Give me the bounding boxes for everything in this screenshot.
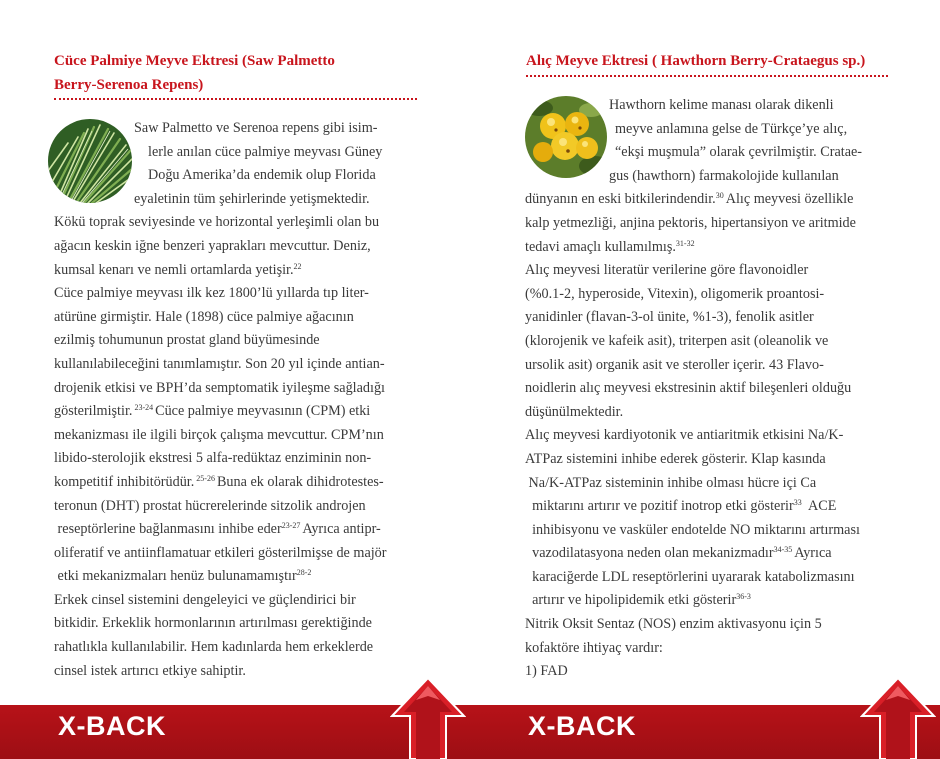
text-line xyxy=(54,471,417,495)
line-text: tedavi amaçlı kullamılmış. xyxy=(525,238,676,255)
line-text: (klorojenik ve kafeik asit), triterpen asit (oleanolik ve xyxy=(525,332,829,349)
text-line xyxy=(54,400,417,424)
citation-superscript: 25-26 xyxy=(194,473,217,483)
line-text: Erkek cinsel sistemini dengeleyici ve güçlendirici bir xyxy=(54,591,356,608)
line-text: ursolik asit) organik asit ve steroller içerir. 43 Flavo- xyxy=(525,356,824,373)
line-text: ağacın keskin iğne benzeri yaprakları mevcuttur. Deniz, xyxy=(54,237,371,254)
line-text: Hawthorn kelime manası olarak dikenli xyxy=(609,97,834,113)
line-text-continued: Alıç meyvesi özellikle xyxy=(725,191,854,208)
text-line xyxy=(525,424,891,448)
right-body-text xyxy=(525,94,891,684)
line-text: 1) FAD xyxy=(525,663,568,680)
line-text: libido-sterolojik ekstresi 5 alfa-redüktaz enziminin non- xyxy=(54,450,372,467)
left-body-text xyxy=(54,117,417,683)
text-line xyxy=(54,589,417,613)
text-line xyxy=(525,212,891,236)
line-text: (%0.1-2, hyperoside, Vitexin), oligomerik proantosi- xyxy=(525,285,825,302)
text-line xyxy=(525,306,891,330)
line-text: oliferatif ve antiinflamatuar etkileri gösterilmişse de majör xyxy=(54,544,387,561)
text-line xyxy=(54,117,417,141)
text-line xyxy=(525,330,891,354)
citation-superscript: 30 xyxy=(715,191,726,201)
text-line xyxy=(54,495,417,519)
left-title-line-2: Berry-Serenoa Repens) xyxy=(54,77,204,93)
text-line xyxy=(54,660,417,684)
line-text: cinsel istek artırıcı etkiye sahiptir. xyxy=(54,662,246,679)
text-line xyxy=(525,613,891,637)
line-text: teronun (DHT) prostat hücrerelerinde sitzolik androjen xyxy=(54,497,366,514)
text-line xyxy=(54,306,417,330)
line-text-continued: ACE xyxy=(801,498,837,515)
line-text: ATPaz sistemini inhibe ederek gösterir. Klap kasında xyxy=(525,450,826,467)
right-page xyxy=(470,0,940,759)
text-line xyxy=(525,637,891,661)
line-text: Doğu Amerika’da endemik olup Florida xyxy=(148,167,376,184)
brand-logo: X-BACK xyxy=(58,711,166,741)
text-line xyxy=(525,94,891,118)
text-line xyxy=(54,377,417,401)
text-line xyxy=(525,283,891,307)
text-line xyxy=(54,282,417,306)
line-text: Nitrik Oksit Sentaz (NOS) enzim aktivasyonu için 5 xyxy=(525,616,822,633)
citation-superscript: 31-32 xyxy=(675,238,695,248)
line-text: yanidinler (flavan-3-ol ünite, %1-3), fenolik asitler xyxy=(525,309,814,326)
citation-superscript: 23-27 xyxy=(281,521,303,531)
citation-superscript: 23-24 xyxy=(132,403,156,413)
line-text: noidlerin alıç meyvesi ekstresinin aktif bileşenleri olduğu xyxy=(525,380,852,397)
text-line xyxy=(54,542,417,566)
line-text: ezilmiş tohumunun prostat gland büyümesinde xyxy=(54,332,320,349)
citation-superscript: 36-3 xyxy=(736,592,751,602)
up-arrow-icon[interactable] xyxy=(390,676,466,759)
text-line xyxy=(525,401,891,425)
text-line xyxy=(54,188,417,212)
line-text: meyve anlamına gelse de Türkçe’ye alıç, xyxy=(615,120,848,137)
line-text: karaciğerde LDL reseptörlerini uyararak katabolizmasını xyxy=(525,568,855,585)
text-line xyxy=(54,329,417,353)
left-title-line-1: Cüce Palmiye Meyve Ektresi (Saw Palmetto xyxy=(54,53,335,69)
title-divider xyxy=(54,98,417,100)
line-text: drojenik etkisi ve BPH’da semptomatik iyileşme sağladığı xyxy=(54,379,385,396)
text-line xyxy=(54,424,417,448)
line-text: reseptörlerine bağlanmasını inhibe eder xyxy=(54,521,282,538)
text-line xyxy=(525,448,891,472)
text-line xyxy=(54,259,417,283)
line-text-continued: Ayrıca antipr- xyxy=(302,521,381,538)
line-text: “ekşi muşmula” olarak çevrilmiştir. Cratae- xyxy=(615,144,863,161)
line-text: Alıç meyvesi kardiyotonik ve antiaritmik etkisini Na/K- xyxy=(525,427,844,444)
text-line xyxy=(525,589,891,613)
right-page-title: Alıç Meyve Ektresi ( Hawthorn Berry-Crataegus sp.) xyxy=(526,53,866,69)
line-text: lerle anılan cüce palmiye meyvası Güney xyxy=(148,143,383,160)
text-line xyxy=(54,141,417,165)
line-text: gus (hawthorn) farmakolojide kullanılan xyxy=(609,167,839,184)
line-text: kumsal kenarı ve nemli ortamlarda yetişir. xyxy=(54,261,294,278)
text-line xyxy=(525,188,891,212)
line-text: eyaletinin tüm şehirlerinde yetişmektedir. xyxy=(134,190,370,207)
line-text: Alıç meyvesi literatür verilerine göre flavonoidler xyxy=(525,262,809,279)
text-line xyxy=(525,236,891,260)
line-text: gösterilmiştir. xyxy=(54,403,133,420)
text-line xyxy=(54,518,417,542)
line-text: dünyanın en eski bitkilerindendir. xyxy=(525,191,716,208)
line-text: kullanılabileceğini tanımlamıştır. Son 20 yıl içinde antian- xyxy=(54,355,385,372)
text-line xyxy=(54,353,417,377)
text-line xyxy=(54,565,417,589)
text-line xyxy=(54,612,417,636)
text-line xyxy=(54,636,417,660)
text-line xyxy=(54,164,417,188)
text-line xyxy=(525,354,891,378)
up-arrow-icon[interactable] xyxy=(860,676,936,759)
line-text: atürüne girmiştir. Hale (1898) cüce palmiye ağacının xyxy=(54,308,354,325)
line-text: Cüce palmiye meyvası ilk kez 1800’lü yıllarda tıp liter- xyxy=(54,285,369,302)
line-text: artırır ve hipolipidemik etki gösterir xyxy=(525,592,737,609)
line-text: etki mekanizmaları henüz bulunamamıştır xyxy=(54,568,297,585)
title-divider xyxy=(526,75,888,77)
text-line xyxy=(525,495,891,519)
text-line xyxy=(525,259,891,283)
line-text: kalp yetmezliği, anjina pektoris, hipertansiyon ve aritmide xyxy=(525,214,856,231)
line-text: mekanizması ile ilgili birçok çalışma mevcuttur. CPM’nın xyxy=(54,426,384,443)
line-text: kofaktöre ihtiyaç vardır: xyxy=(525,639,663,656)
text-line xyxy=(525,118,891,142)
line-text: bitkidir. Erkeklik hormonlarının artırılması gerektiğinde xyxy=(54,615,372,632)
text-line xyxy=(525,566,891,590)
line-text: kompetitif inhibitörüdür. xyxy=(54,473,195,490)
text-line xyxy=(54,235,417,259)
text-line xyxy=(525,377,891,401)
text-line xyxy=(525,660,891,684)
citation-superscript: 33 xyxy=(793,498,802,508)
text-line xyxy=(54,211,417,235)
citation-superscript: 22 xyxy=(293,261,302,271)
line-text: düşünülmektedir. xyxy=(525,403,624,420)
line-text: rahatlıkla kullanılabilir. Hem kadınlarda hem erkeklerde xyxy=(54,639,374,656)
line-text-continued: Buna ek olarak dihidrotestes- xyxy=(216,473,384,490)
citation-superscript: 28-2 xyxy=(296,568,312,578)
line-text: Saw Palmetto ve Serenoa repens gibi isim- xyxy=(134,120,378,136)
line-text: Na/K-ATPaz sisteminin inhibe olması hücre içi Ca xyxy=(525,474,817,491)
left-page-title xyxy=(54,49,384,97)
text-line xyxy=(54,447,417,471)
line-text: miktarını artırır ve pozitif inotrop etki gösterir xyxy=(525,498,794,515)
brand-logo: X-BACK xyxy=(528,711,636,741)
text-line xyxy=(525,472,891,496)
line-text: inhibisyonu ve vasküler endotelde NO miktarını artırması xyxy=(525,521,860,538)
line-text-continued: Ayrıca xyxy=(794,545,832,562)
citation-superscript: 34-35 xyxy=(773,545,795,555)
line-text-continued: Cüce palmiye meyvasının (CPM) etki xyxy=(155,403,371,420)
text-line xyxy=(525,542,891,566)
text-line xyxy=(525,141,891,165)
line-text: Kökü toprak seviyesinde ve horizontal yerleşimli olan bu xyxy=(54,214,380,231)
line-text: vazodilatasyona neden olan mekanizmadır xyxy=(525,545,774,562)
text-line xyxy=(525,519,891,543)
text-line xyxy=(525,165,891,189)
